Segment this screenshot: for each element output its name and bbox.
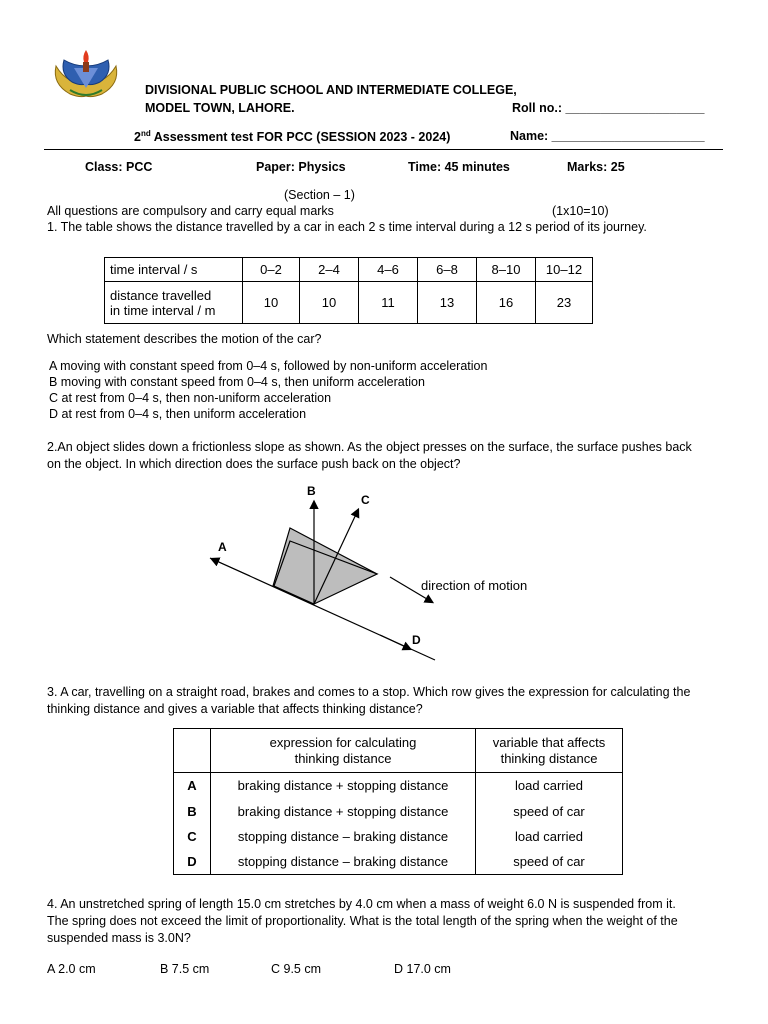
q4-option: A 2.0 cm — [47, 962, 96, 976]
q1-row2-label: distance travelled in time interval / m — [105, 282, 243, 324]
q3-col2-header: variable that affects thinking distance — [476, 729, 623, 773]
q1-interval: 4–6 — [359, 258, 418, 282]
q1-distance: 10 — [300, 282, 359, 324]
school-name-line1: DIVISIONAL PUBLIC SCHOOL AND INTERMEDIATE COLLEGE, — [145, 83, 517, 97]
q1-distance: 23 — [536, 282, 593, 324]
table-row: B braking distance + stopping distance speed of car — [174, 799, 623, 824]
marks-label: Marks: 25 — [567, 160, 625, 174]
q1-option: A moving with constant speed from 0–4 s, followed by non-uniform acceleration — [49, 359, 488, 373]
table-row: C stopping distance – braking distance load carried — [174, 824, 623, 849]
q1-text: 1. The table shows the distance travelled by a car in each 2 s time interval during a 12 s period of its journey. — [47, 220, 647, 234]
q1-distance: 10 — [243, 282, 300, 324]
arrow-d — [380, 635, 410, 649]
section-title: (Section – 1) — [284, 188, 355, 202]
instructions: All questions are compulsory and carry equal marks — [47, 204, 334, 218]
q3-table — [173, 728, 623, 875]
class-label: Class: PCC — [85, 160, 153, 174]
test-title: 2nd Assessment test FOR PCC (SESSION 2023 - 2024) — [134, 129, 451, 145]
label-c: C — [361, 493, 370, 507]
school-logo — [50, 44, 122, 100]
q4-option: D 17.0 cm — [394, 962, 451, 976]
q2-text-line2: on the object. In which direction does the surface push back on the object? — [47, 457, 461, 471]
q1-distance: 13 — [418, 282, 477, 324]
q3-col1-header: expression for calculating thinking distance — [211, 729, 476, 773]
q1-distance: 16 — [477, 282, 536, 324]
q1-question: Which statement describes the motion of the car? — [47, 332, 322, 346]
paper-label: Paper: Physics — [256, 160, 346, 174]
table-row: D stopping distance – braking distance speed of car — [174, 849, 623, 875]
school-name-line2: MODEL TOWN, LAHORE. — [145, 101, 295, 115]
table-row: A braking distance + stopping distance load carried — [174, 773, 623, 799]
header-divider — [44, 149, 723, 150]
q1-interval: 6–8 — [418, 258, 477, 282]
q4-option: B 7.5 cm — [160, 962, 210, 976]
q1-row1-label: time interval / s — [105, 258, 243, 282]
q4-text-line2: The spring does not exceed the limit of proportionality. What is the total length of the spring when the weight of the — [47, 914, 678, 928]
q2-text-line1: 2.An object slides down a frictionless slope as shown. As the object presses on the surface, the surface pushes back — [47, 440, 692, 454]
q1-interval: 8–10 — [477, 258, 536, 282]
q3-text-line2: thinking distance and gives a variable that affects thinking distance? — [47, 702, 423, 716]
q3-text-line1: 3. A car, travelling on a straight road, brakes and comes to a stop. Which row gives the expression for calculating the — [47, 685, 691, 699]
q1-interval: 0–2 — [243, 258, 300, 282]
q2-slope-diagram — [180, 478, 560, 668]
q4-text-line3: suspended mass is 3.0N? — [47, 931, 191, 945]
q4-text-line1: 4. An unstretched spring of length 15.0 cm stretches by 4.0 cm when a mass of weight 6.0 N is suspended from it. — [47, 897, 676, 911]
q1-interval: 10–12 — [536, 258, 593, 282]
q1-table — [104, 257, 593, 324]
name-label: Name: ______________________ — [510, 129, 705, 143]
label-d: D — [412, 633, 421, 647]
time-label: Time: 45 minutes — [408, 160, 510, 174]
q4-option: C 9.5 cm — [271, 962, 322, 976]
label-a: A — [218, 540, 227, 554]
q1-option: B moving with constant speed from 0–4 s, then uniform acceleration — [49, 375, 425, 389]
q1-interval: 2–4 — [300, 258, 359, 282]
section-marks: (1x10=10) — [552, 204, 609, 218]
motion-label: direction of motion — [421, 578, 528, 593]
roll-number-label: Roll no.: ____________________ — [512, 101, 705, 115]
q1-option: D at rest from 0–4 s, then uniform acceleration — [49, 407, 307, 421]
arrow-a — [212, 559, 250, 576]
q1-option: C at rest from 0–4 s, then non-uniform acceleration — [49, 391, 332, 405]
q1-distance: 11 — [359, 282, 418, 324]
label-b: B — [307, 484, 316, 498]
